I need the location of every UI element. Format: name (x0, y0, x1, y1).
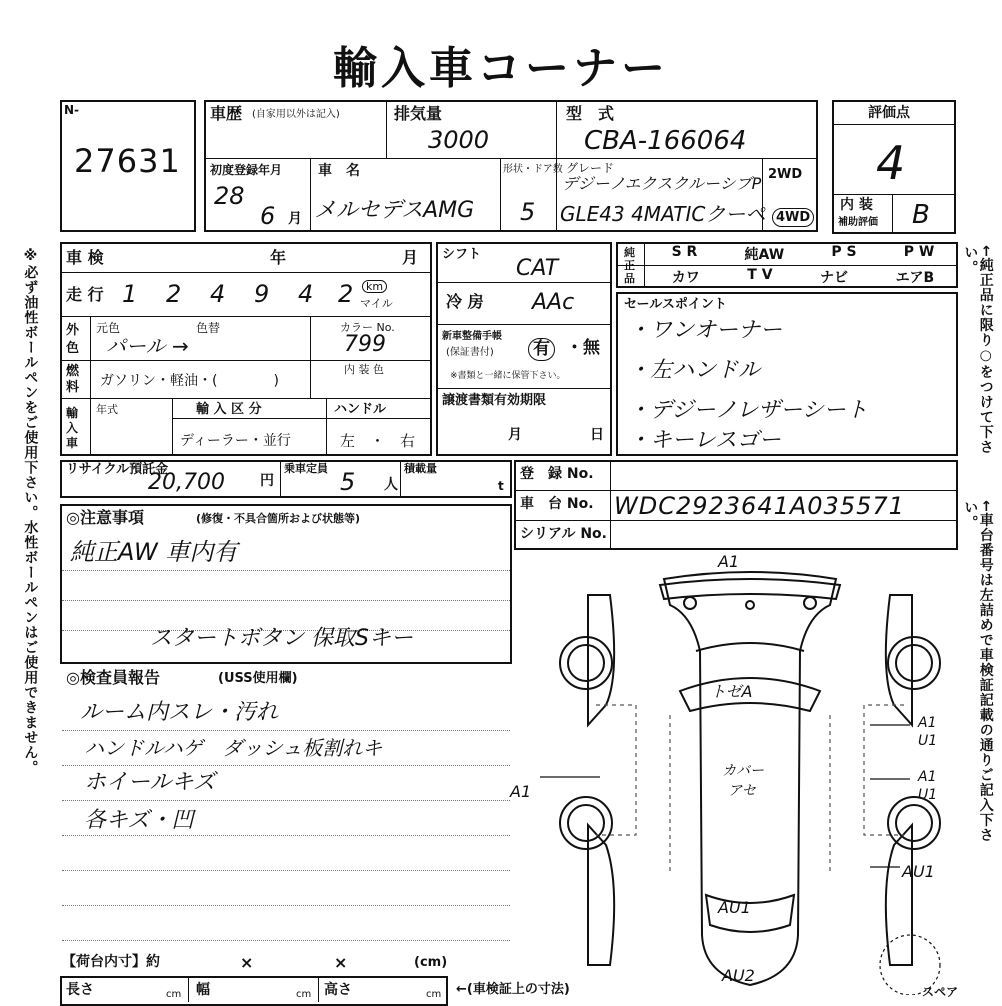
inspector-line: ハンドルハゲ ダッシュ板割れキ (84, 736, 383, 760)
equipment-sr: S R (671, 244, 698, 260)
mileage-digit: 2 (166, 280, 182, 308)
diagram-label-cover: カバー (722, 763, 764, 779)
import-label: 輸入車 (66, 406, 79, 450)
color-code: 799 (344, 332, 386, 357)
manual-yes: 有 (528, 338, 555, 361)
sales-point-item: ・左ハンドル (628, 358, 761, 383)
caution-line: 純正AW 車内有 (70, 538, 238, 566)
manual-label: 新車整備手帳 (442, 331, 502, 342)
cargo-length-label: 長さ (66, 982, 94, 998)
equipment-aw: 純AW (744, 247, 785, 263)
mileage-digit: 9 (254, 280, 270, 308)
chassis-label: 車 台 No. (520, 496, 594, 512)
equipment-jun: 純正品 (624, 246, 635, 285)
chassis-value: WDC2923641A035571 (614, 492, 905, 520)
equipment-row1 (648, 244, 958, 264)
manual-sub: (保証書付) (446, 347, 494, 358)
mileage-digit: 4 (210, 280, 226, 308)
score-box (832, 100, 956, 234)
recycle-label: リサイクル預託金 (66, 462, 169, 477)
caution-line: スタートボタン 保取Sキー (150, 626, 413, 651)
sales-point-item: ・デジーノレザーシート (628, 398, 868, 423)
load-label: 積載量 (404, 462, 437, 475)
model-value: CBA-166064 (584, 126, 747, 156)
diagram-label-windshield: トゼA (710, 682, 753, 701)
inspector-line: ルーム内スレ・汚れ (80, 700, 279, 725)
car-name-label: 車 名 (318, 163, 360, 179)
diagram-label-spare: スペア (922, 985, 959, 999)
model-label: 型 式 (566, 104, 615, 123)
inspection-label: 車 検 (66, 248, 104, 267)
side-note-left: ※必ず油性ボールペンをご使用下さい。水性ボールペンはご使用できません。 (22, 248, 39, 775)
history-label: 車歴 (210, 104, 243, 123)
first-reg-label: 初度登録年月 (210, 163, 283, 177)
shift-value: CAT (516, 256, 559, 281)
inspector-line: ホイールキズ (84, 770, 216, 795)
inspector-line: 各キズ・凹 (84, 808, 194, 833)
drive-2wd: 2WD (768, 167, 803, 182)
mileage-label: 走 行 (66, 285, 104, 304)
cargo-length-unit: cm (166, 989, 182, 1000)
recycle-unit: 円 (260, 473, 274, 489)
inspection-year: 年 (270, 248, 287, 267)
reg-label: 登 録 No. (520, 466, 594, 482)
diagram-label-rear-au1: AU1 (718, 898, 751, 917)
equipment-ps: P S (831, 244, 857, 260)
interior-color-label: 内 装 色 (344, 363, 384, 376)
diagram-label-right-u1: U1 (918, 733, 938, 749)
transfer-month: 月 (508, 427, 522, 443)
cargo-note: ←(車検証上の寸法) (456, 982, 570, 997)
doors-label: 形状・ドア数 (503, 164, 563, 175)
cargo-label: 【荷台内寸】約 (62, 954, 160, 970)
lot-corner-mark: N- (64, 103, 80, 117)
diagram-label-rear-au2: AU2 (722, 966, 755, 985)
diagram-label-left-a1: A1 (510, 782, 532, 801)
diagram-label-right-u1b: U1 (918, 787, 938, 803)
manual-no: ・無 (566, 338, 600, 358)
cargo-x2: × (334, 953, 348, 972)
grade-line1: デジーノエクスクルーシブP (562, 174, 762, 193)
load-unit: t (498, 479, 504, 493)
inspector-note: (USS使用欄) (218, 671, 298, 686)
transfer-day: 日 (590, 427, 604, 443)
lot-number: 27631 (74, 142, 181, 180)
first-reg-month-unit: 月 (288, 211, 302, 227)
handle-value: 左 ・ 右 (340, 432, 416, 450)
cargo-width-unit: cm (296, 989, 312, 1000)
interior-value: B (912, 200, 930, 230)
color-code-label: カラー No. (340, 321, 395, 334)
mileage-digit: 2 (338, 280, 354, 308)
color-change-label: 色替 (196, 321, 221, 335)
serial-label: シリアル No. (520, 526, 607, 542)
equipment-row2 (648, 267, 958, 287)
displacement-label: 排気量 (394, 104, 443, 123)
aircon-label: 冷 房 (446, 292, 484, 311)
cargo-x1: × (240, 953, 254, 972)
caution-label: ◎注意事項 (66, 508, 144, 527)
capacity-unit: 人 (384, 477, 398, 493)
handle-label: ハンドル (334, 402, 387, 417)
score-value: 4 (876, 136, 906, 190)
page-title: 輸入車コーナー (333, 43, 669, 94)
inspection-month: 月 (402, 248, 419, 267)
diagram-label-ase: アセ (728, 783, 756, 799)
first-reg-month: 6 (260, 202, 276, 230)
mileage-digits (116, 276, 396, 314)
interior-sub: 補助評価 (838, 217, 878, 228)
sales-point-item: ・キーレスゴー (628, 428, 781, 453)
caution-note: (修復・不具合箇所および状態等) (196, 512, 361, 525)
mileage-unit-km: km (362, 280, 387, 293)
sales-points-box (616, 292, 958, 456)
interior-label: 内 装 (840, 197, 873, 213)
cargo-cm: (cm) (414, 955, 448, 970)
equipment-airbag: エアB (895, 270, 935, 286)
side-note-right-bottom: ←車台番号は左詰めで車検証記載の通りご記入下さい。 (962, 500, 994, 843)
car-name-value: メルセデスAMG (314, 198, 475, 223)
equipment-tv: T V (747, 267, 773, 283)
import-category-label: 輸 入 区 分 (196, 402, 262, 417)
mileage-unit-mile: マイル (360, 297, 393, 310)
mileage-digit: 4 (298, 280, 314, 308)
import-year-label: 年式 (96, 403, 118, 416)
color-label: 外色 (66, 323, 80, 356)
inspector-label: ◎検査員報告 (66, 668, 160, 687)
displacement-value: 3000 (428, 126, 490, 154)
manual-note: ※書類と一緒に保管下さい。 (450, 371, 566, 381)
grade-line2: GLE43 4MATICクーペ (560, 202, 766, 226)
shift-label: シフト (442, 247, 482, 262)
first-reg-year: 28 (214, 182, 245, 210)
diagram-label-front: A1 (718, 552, 740, 571)
mileage-digit: 1 (122, 280, 138, 308)
lot-box (60, 100, 196, 232)
diagram-label-right-a1: A1 (918, 715, 937, 731)
aircon-value: AAc (532, 290, 575, 315)
equipment-leather: カワ (671, 270, 700, 286)
sales-points-label: セールスポイント (624, 297, 727, 312)
score-label: 評価点 (868, 105, 910, 121)
color-value: パール → (106, 334, 189, 358)
transfer-label: 譲渡書類有効期限 (442, 393, 547, 408)
doors-value: 5 (520, 198, 536, 226)
diagram-label-right-a1b: A1 (918, 769, 937, 785)
sales-point-item: ・ワンオーナー (628, 318, 783, 343)
color-orig-label: 元色 (96, 321, 121, 335)
cargo-height-unit: cm (426, 989, 442, 1000)
side-note-right-top: ←純正品に限り○をつけて下さい。 (962, 245, 994, 455)
fuel-options: ガソリン・軽油・( ) (100, 373, 279, 389)
grade-label: グレード (566, 161, 615, 175)
drive-4wd: 4WD (772, 208, 814, 227)
cargo-height-label: 高さ (324, 982, 352, 998)
capacity-value: 5 (340, 468, 356, 496)
recycle-value: 20,700 (148, 470, 225, 495)
capacity-label: 乗車定員 (284, 462, 328, 475)
cargo-width-label: 幅 (196, 982, 210, 998)
import-category-value: ディーラー・並行 (180, 433, 291, 449)
diagram-label-right-au1: AU1 (902, 862, 935, 881)
equipment-pw: P W (903, 244, 935, 260)
equipment-navi: ナビ (820, 270, 849, 286)
history-note: (自家用以外は記入) (252, 109, 340, 120)
fuel-label: 燃料 (66, 364, 80, 395)
